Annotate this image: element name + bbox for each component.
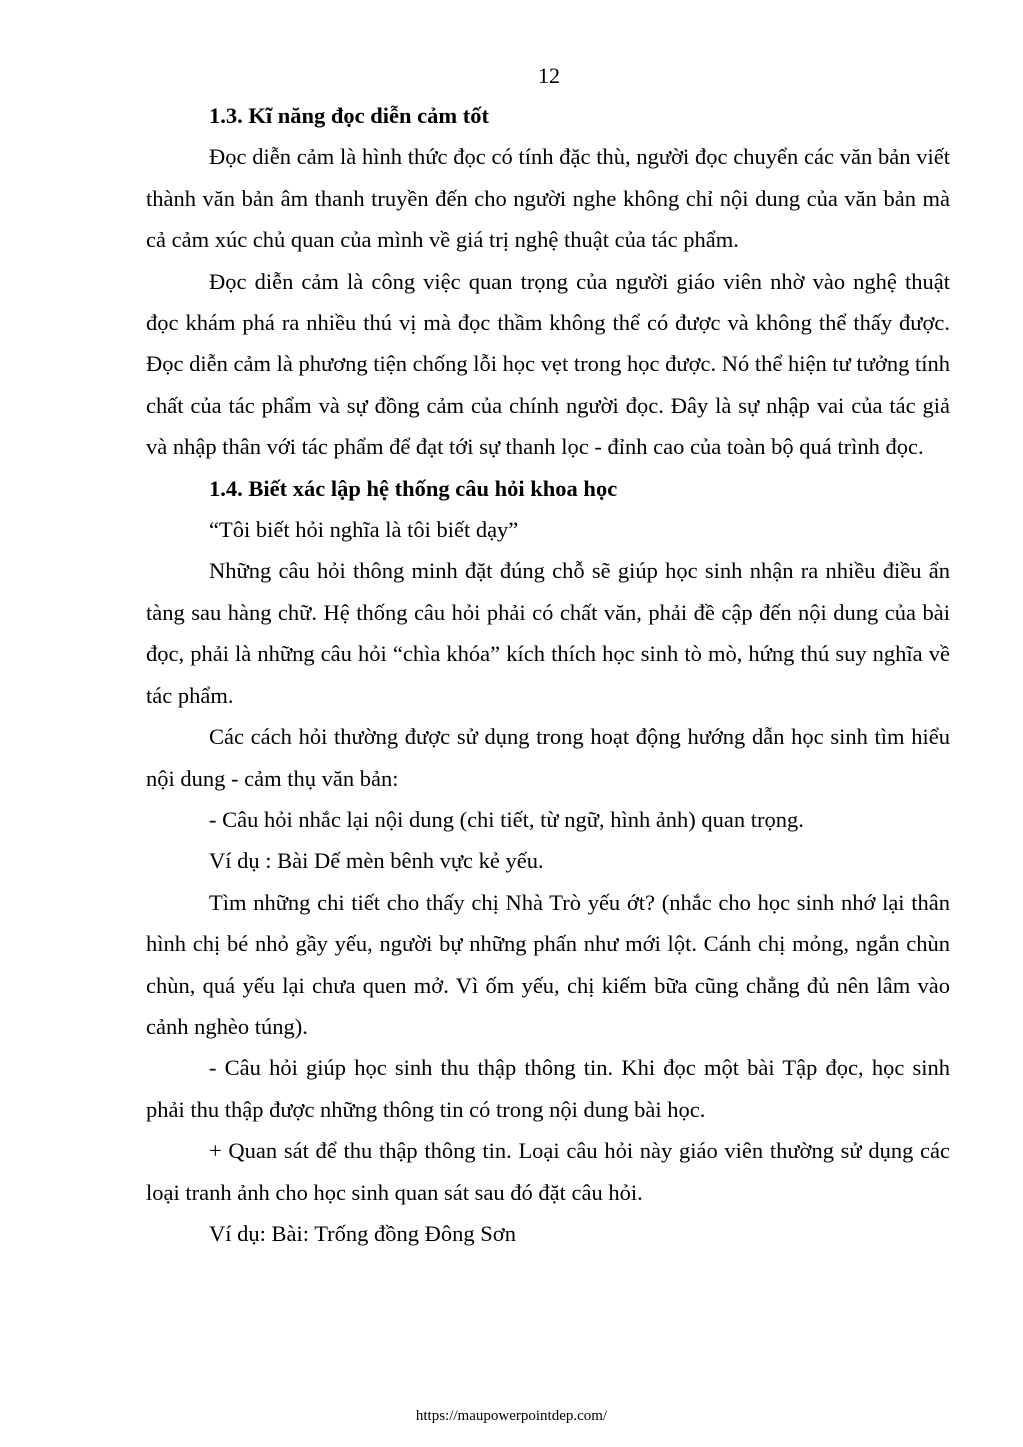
example-line: Ví dụ: Bài: Trống đồng Đông Sơn	[209, 1220, 516, 1246]
section-heading: 1.3. Kĩ năng đọc diễn cảm tốt	[209, 103, 490, 128]
section-heading: 1.4. Biết xác lập hệ thống câu hỏi khoa học	[209, 475, 618, 501]
paragraph: Những câu hỏi thông minh đặt đúng chỗ sẽ giúp học sinh nhận ra nhiều điều ẩn tàng sau hàng chữ. Hệ thống câu hỏi phải có chất văn, phải đề cập đến nội dung của bài đọc, phải là những câu hỏi “chìa khóa” kích thích học sinh tò mò, hứng thú suy nghĩa về tác phẩm.	[146, 558, 950, 708]
list-item: + Quan sát để thu thập thông tin. Loại câu hỏi này giáo viên thường sử dụng các loại tranh ảnh cho học sinh quan sát sau đó đặt câu hỏi.	[146, 1138, 950, 1205]
quote: “Tôi biết hỏi nghĩa là tôi biết dạy”	[209, 517, 519, 543]
paragraph: Tìm những chi tiết cho thấy chị Nhà Trò yếu ớt? (nhắc cho học sinh nhớ lại thân hình chị bé nhỏ gầy yếu, người bự những phấn như mới lột. Cánh chị mỏng, ngắn chùn chùn, quá yếu lại chưa quen mở. Vì ốm yếu, chị kiếm bữa cũng chẳng đủ nên lâm vào cảnh nghèo túng).	[146, 889, 950, 1039]
list-item: - Câu hỏi nhắc lại nội dung (chi tiết, từ ngữ, hình ảnh) quan trọng.	[209, 806, 804, 832]
paragraph: Đọc diễn cảm là hình thức đọc có tính đặc thù, người đọc chuyển các văn bản viết thành văn bản âm thanh truyền đến cho người nghe không chỉ nội dung của văn bản mà cả cảm xúc chủ quan của mình về giá trị nghệ thuật của tác phẩm.	[146, 144, 950, 253]
page-number: 12	[538, 63, 560, 88]
paragraph: Đọc diễn cảm là công việc quan trọng của người giáo viên nhờ vào nghệ thuật đọc khám phá ra nhiều thú vị mà đọc thầm không thể có được và không thể thấy được. Đọc diễn cảm là phương tiện chống lỗi học vẹt trong học được. Nó thể hiện tư tưởng tính chất của tác phẩm và sự đồng cảm của chính người đọc. Đây là sự nhập vai của tác giả và nhập thân với tác phẩm để đạt tới sự thanh lọc - đỉnh cao của toàn bộ quá trình đọc.	[146, 268, 950, 460]
document-body	[146, 95, 950, 1254]
list-item: - Câu hỏi giúp học sinh thu thập thông tin. Khi đọc một bài Tập đọc, học sinh phải thu thập được những thông tin có trong nội dung bài học.	[146, 1055, 950, 1122]
paragraph: Các cách hỏi thường được sử dụng trong hoạt động hướng dẫn học sinh tìm hiểu nội dung - cảm thụ văn bản:	[146, 724, 950, 791]
footer-url: https://maupowerpointdep.com/	[415, 1408, 608, 1424]
example-line: Ví dụ : Bài Dế mèn bênh vực kẻ yếu.	[209, 848, 544, 874]
